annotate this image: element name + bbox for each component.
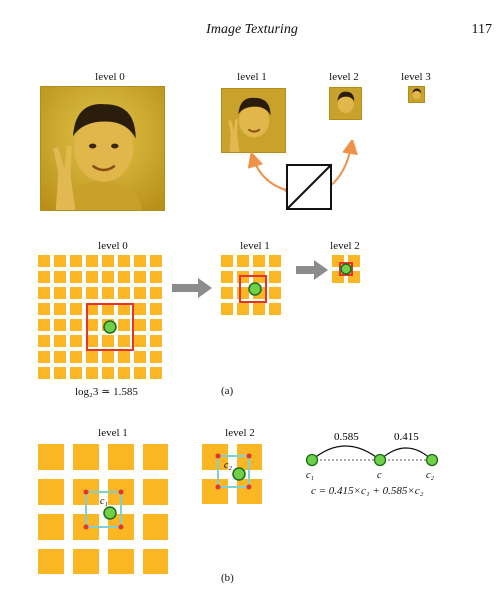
texel [253,255,265,267]
gray-arrow-2 [294,260,330,280]
label-level-0-grid: level 0 [98,240,128,252]
texel [38,271,50,283]
texel [70,271,82,283]
boy-portrait-image [41,87,164,210]
texel-center-dot [84,490,89,495]
log-formula: log₂3 ≃ 1.585 [75,386,138,398]
node-c1 [307,455,318,466]
node-c2 [427,455,438,466]
page-number: 117 [471,22,492,37]
label-level-1-photo: level 1 [237,71,267,83]
label-level-1-grid: level 1 [240,240,270,252]
label-node-c1: c₁ [306,470,314,481]
texel [237,303,249,315]
texel [38,367,50,379]
texel [269,287,281,299]
arc-right [380,448,432,460]
texel [118,351,130,363]
boy-portrait-image-tiny [330,88,361,119]
texel [269,271,281,283]
texel [134,271,146,283]
texel [73,444,99,470]
texel [54,335,66,347]
texel [38,514,64,540]
sample-point-c2 [233,468,245,480]
texel [150,255,162,267]
texel [70,303,82,315]
texel [38,303,50,315]
texel [102,287,114,299]
texel [108,444,134,470]
interpolation-equation: c = 0.415×c₁ + 0.585×c₂ [311,485,424,497]
texel [86,255,98,267]
texel [118,287,130,299]
texel [38,255,50,267]
texel [237,287,249,299]
interp-grid-level-1 [38,444,168,574]
texel [86,351,98,363]
texel [118,367,130,379]
texel [102,271,114,283]
texel [38,444,64,470]
texel [86,367,98,379]
label-c1: c₁ [100,496,108,507]
sample-point-level-0 [104,321,116,333]
texel [54,255,66,267]
label-level-1-interp: level 1 [98,427,128,439]
texel [150,335,162,347]
texel [118,335,130,347]
texel [150,287,162,299]
texel-center-dot [84,525,89,530]
texel [269,255,281,267]
texel [118,319,130,331]
texel [143,549,168,574]
sample-point-level-2 [341,264,351,274]
texel-center-dot [216,454,221,459]
texel [54,351,66,363]
texel [86,271,98,283]
label-level-2-interp: level 2 [225,427,255,439]
texel [237,255,249,267]
texel [54,319,66,331]
boy-portrait-image-micro [409,87,424,102]
texel [269,303,281,315]
texel [70,287,82,299]
texel [70,335,82,347]
interp-grid-level-2 [202,444,262,504]
texel [70,255,82,267]
label-node-c2: c₂ [426,470,434,481]
photo-level-2 [329,87,362,120]
texel [54,367,66,379]
texel-center-dot [119,490,124,495]
label-level-3-photo: level 3 [401,71,431,83]
caption-a: (a) [221,385,234,397]
texel [38,479,64,505]
texel [54,271,66,283]
texel [143,444,168,470]
texel [70,351,82,363]
texel [38,287,50,299]
texel [118,271,130,283]
texel-center-dot [216,485,221,490]
label-level-0-photo: level 0 [95,71,125,83]
texel-grid-level-0 [38,255,163,380]
texel-center-dot [247,485,252,490]
texel [150,319,162,331]
node-c [375,455,386,466]
texel [134,287,146,299]
footprint-pixel-diagram [230,140,370,225]
curved-arrow-left [252,155,286,190]
texel [73,549,99,574]
texel [86,287,98,299]
texel [118,255,130,267]
label-c2: c₂ [224,460,232,471]
texel [143,514,168,540]
gray-arrow-1 [170,278,214,298]
texel-grid-level-2 [332,255,360,283]
texel-grid-level-1 [221,255,285,319]
texel [202,479,228,504]
texel [150,351,162,363]
texel [70,367,82,379]
interpolation-line-diagram [300,428,450,488]
texel [134,303,146,315]
sample-point-c1 [104,507,116,519]
texel [134,367,146,379]
texel [38,335,50,347]
weight-right-label: 0.415 [394,431,419,443]
texel [134,351,146,363]
texel [143,479,168,505]
texel [102,367,114,379]
texel [150,367,162,379]
texel [38,319,50,331]
label-node-c: c [377,470,382,481]
page-header-title: Image Texturing [206,22,298,37]
photo-level-0 [40,86,165,211]
texel [134,335,146,347]
texel [134,319,146,331]
texel [221,303,233,315]
texel [108,549,134,574]
texel [102,255,114,267]
texel [150,271,162,283]
texel-center-dot [247,454,252,459]
texel [221,271,233,283]
label-level-2-photo: level 2 [329,71,359,83]
texel [134,255,146,267]
caption-b: (b) [221,572,234,584]
texel [102,335,114,347]
texel-center-dot [119,525,124,530]
texel [102,351,114,363]
arc-left [312,446,380,460]
texel [54,303,66,315]
texel [70,319,82,331]
label-level-2-grid: level 2 [330,240,360,252]
texel [38,351,50,363]
texel [221,287,233,299]
texel [253,303,265,315]
texel [221,255,233,267]
sample-point-level-1 [249,283,261,295]
texel [54,287,66,299]
texel [38,549,64,574]
weight-left-label: 0.585 [334,431,359,443]
texel [150,303,162,315]
photo-level-3 [408,86,425,103]
